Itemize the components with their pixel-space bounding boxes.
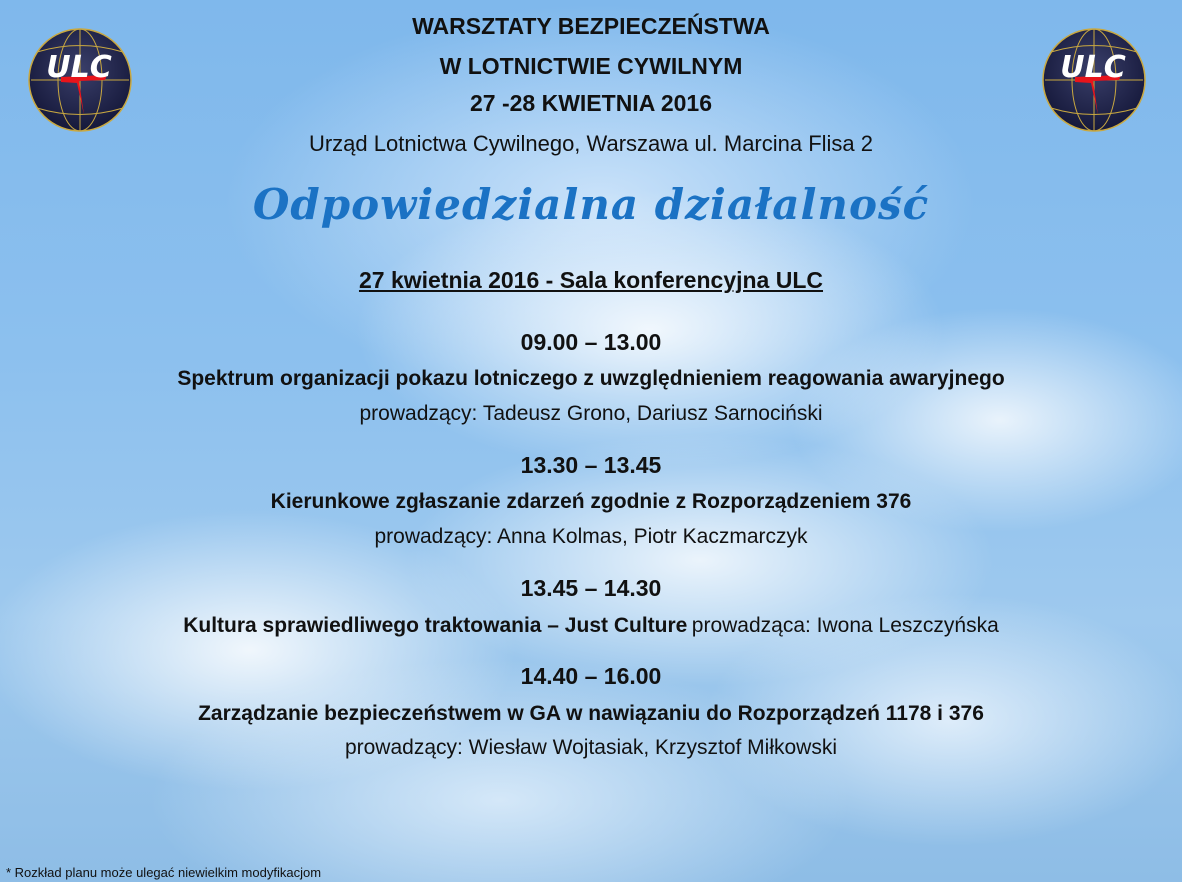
venue: Urząd Lotnictwa Cywilnego, Warszawa ul. Marcina Flisa 2 <box>308 131 874 156</box>
svg-text:ULC: ULC <box>46 50 112 85</box>
session-speakers: prowadząca: Iwona Leszczyńska <box>691 614 999 637</box>
session-time: 09.00 – 13.00 <box>520 329 662 355</box>
motto: Odpowiedzialna działalność <box>252 180 930 229</box>
session-title: Kierunkowe zgłaszanie zdarzeń zgodnie z Rozporządzeniem 376 <box>270 490 912 513</box>
footnote: * Rozkład planu może ulegać niewielkim modyfikacjom <box>6 865 322 880</box>
title-line-1: WARSZTATY BEZPIECZEŃSTWA <box>412 13 770 39</box>
session-speakers: prowadzący: Anna Kolmas, Piotr Kaczmarczyk <box>374 525 808 548</box>
title-line-2: W LOTNICTWIE CYWILNYM <box>439 53 743 79</box>
session-time: 14.40 – 16.00 <box>520 663 662 689</box>
event-dates: 27 -28 KWIETNIA 2016 <box>469 90 713 116</box>
session-title: Zarządzanie bezpieczeństwem w GA w nawiązaniu do Rozporządzeń 1178 i 376 <box>198 702 984 725</box>
ulc-logo <box>27 27 133 133</box>
session-time: 13.30 – 13.45 <box>520 452 662 478</box>
day-heading: 27 kwietnia 2016 - Sala konferencyjna ULC <box>358 267 824 293</box>
session-speakers: prowadzący: Wiesław Wojtasiak, Krzysztof Miłkowski <box>344 736 838 759</box>
session-title: Spektrum organizacji pokazu lotniczego z uwzględnieniem reagowania awaryjnego <box>177 367 1005 390</box>
ulc-logo-right <box>1041 27 1147 133</box>
session-row <box>0 614 1182 638</box>
session-title: Kultura sprawiedliwego traktowania – Just Culture <box>183 614 688 637</box>
svg-text:ULC: ULC <box>1060 50 1126 85</box>
session-time: 13.45 – 14.30 <box>520 575 662 601</box>
session-speakers: prowadzący: Tadeusz Grono, Dariusz Sarnociński <box>359 402 823 425</box>
